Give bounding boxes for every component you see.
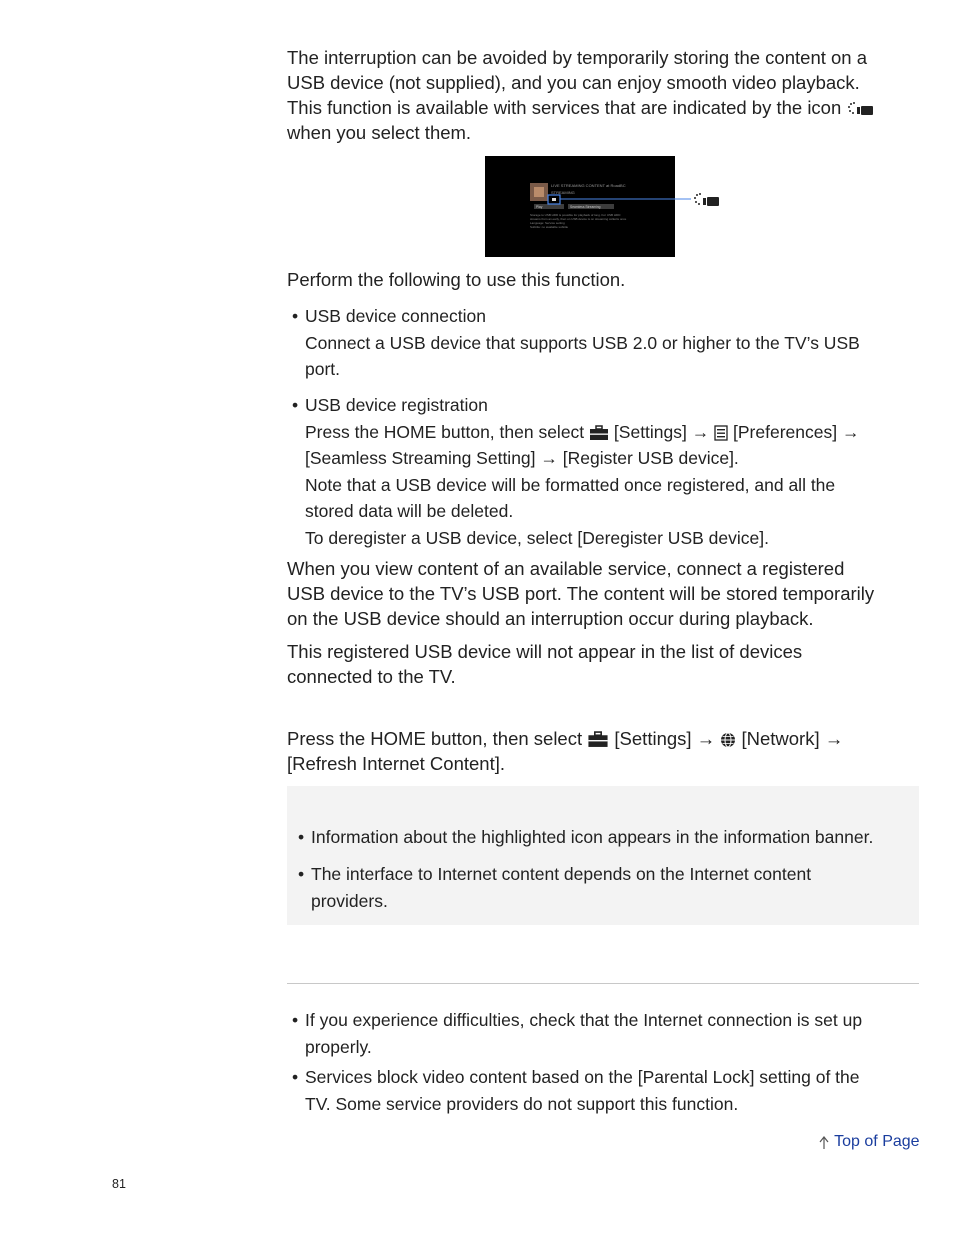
tip-line: Services block video content based on the [Parental Lock] setting of the xyxy=(305,1067,860,1087)
step-line: [Seamless Streaming Setting] → [Register USB device]. xyxy=(305,448,739,468)
seamless-streaming-icon xyxy=(846,101,876,117)
tip-line: If you experience difficulties, check that the Internet connection is set up xyxy=(305,1010,863,1030)
perform-text: Perform the following to use this function. xyxy=(287,269,626,290)
step-usb-connection xyxy=(292,303,902,383)
note-line: Information about the highlighted icon appears in the information banner. xyxy=(311,827,874,847)
bullet-dot: • xyxy=(292,1067,299,1087)
intro-line: USB device (not supplied), and you can enjoy smooth video playback. xyxy=(287,72,860,93)
step-usb-registration xyxy=(292,392,902,551)
note-line: providers. xyxy=(311,890,388,911)
bullet-dot: • xyxy=(292,306,299,326)
intro-line: The interruption can be avoided by temporarily storing the content on a xyxy=(287,47,868,68)
step-line: Press the HOME button, then select [Settings] → [Preferences] → xyxy=(305,421,860,442)
globe-icon xyxy=(720,732,736,748)
tv-screenshot-image xyxy=(485,156,675,257)
note-line: The interface to Internet content depends on the Internet content xyxy=(311,864,812,884)
bullet-dot: • xyxy=(292,1010,299,1030)
note-item xyxy=(298,861,908,914)
intro-paragraph xyxy=(287,45,919,145)
step-line: To deregister a USB device, select [Deregister USB device]. xyxy=(305,527,769,548)
view-line: on the USB device should an interruption occur during playback. xyxy=(287,608,814,629)
step-line: port. xyxy=(305,359,341,379)
tip-item xyxy=(292,1007,902,1060)
note-item xyxy=(298,824,908,851)
bullet-dot: • xyxy=(298,864,305,884)
view-line: USB device to the TV’s USB port. The content will be stored temporarily xyxy=(287,583,875,604)
step-title: USB device registration xyxy=(305,395,488,415)
svg-text:streams from an early, then on: streams from an early, then on USB device is on streaming collects once xyxy=(530,217,627,221)
intro-line: This function is available with services that are indicated by the icon xyxy=(287,95,919,120)
toolbox-icon xyxy=(587,731,609,748)
step-title: USB device connection xyxy=(305,306,486,326)
svg-text:LIVE STREAMING CONTENT at Road: LIVE STREAMING CONTENT at RoadBC xyxy=(551,183,626,188)
step-line: Note that a USB device will be formatted once registered, and all the xyxy=(305,474,836,495)
step-line: Connect a USB device that supports USB 2.0 or higher to the TV’s USB xyxy=(305,332,860,353)
registered-line: This registered USB device will not appear in the list of devices xyxy=(287,641,803,662)
registered-paragraph xyxy=(287,639,919,689)
registered-line: connected to the TV. xyxy=(287,666,456,687)
callout-streaming-icon xyxy=(675,190,725,210)
top-of-page-label[interactable]: Top of Page xyxy=(834,1133,920,1150)
step-line: stored data will be deleted. xyxy=(305,501,514,521)
svg-text:Storage to USB HDD is possible: Storage to USB HDD is possible for playback of long. For USB HDD xyxy=(530,213,621,217)
tip-item xyxy=(292,1064,902,1117)
top-of-page-link[interactable] xyxy=(818,1133,920,1151)
divider xyxy=(287,983,919,984)
refresh-paragraph xyxy=(287,726,919,776)
arrow-up-icon xyxy=(818,1135,830,1149)
view-paragraph xyxy=(287,556,919,631)
toolbox-icon xyxy=(589,425,609,441)
tip-line: properly. xyxy=(305,1036,372,1057)
bullet-dot: • xyxy=(298,827,305,847)
tv-screenshot xyxy=(485,156,675,257)
refresh-line: [Refresh Internet Content]. xyxy=(287,753,506,774)
preferences-icon xyxy=(714,425,728,441)
svg-text:Seamless Streaming: Seamless Streaming xyxy=(570,205,601,209)
bullet-dot: • xyxy=(292,395,299,415)
svg-text:Subtitle: no available subtitl: Subtitle: no available subtitle xyxy=(530,225,569,229)
refresh-line: Press the HOME button, then select [Settings] → [Network] → xyxy=(287,728,844,749)
svg-text:STREAMING: STREAMING xyxy=(551,190,575,195)
tip-line: TV. Some service providers do not support this function. xyxy=(305,1093,739,1114)
view-line: When you view content of an available service, connect a registered xyxy=(287,558,845,579)
page-number: 81 xyxy=(112,1177,126,1191)
svg-text:Play: Play xyxy=(536,205,543,209)
intro-line: when you select them. xyxy=(287,122,472,143)
svg-text:Language: Service setting: Language: Service setting xyxy=(530,221,565,225)
